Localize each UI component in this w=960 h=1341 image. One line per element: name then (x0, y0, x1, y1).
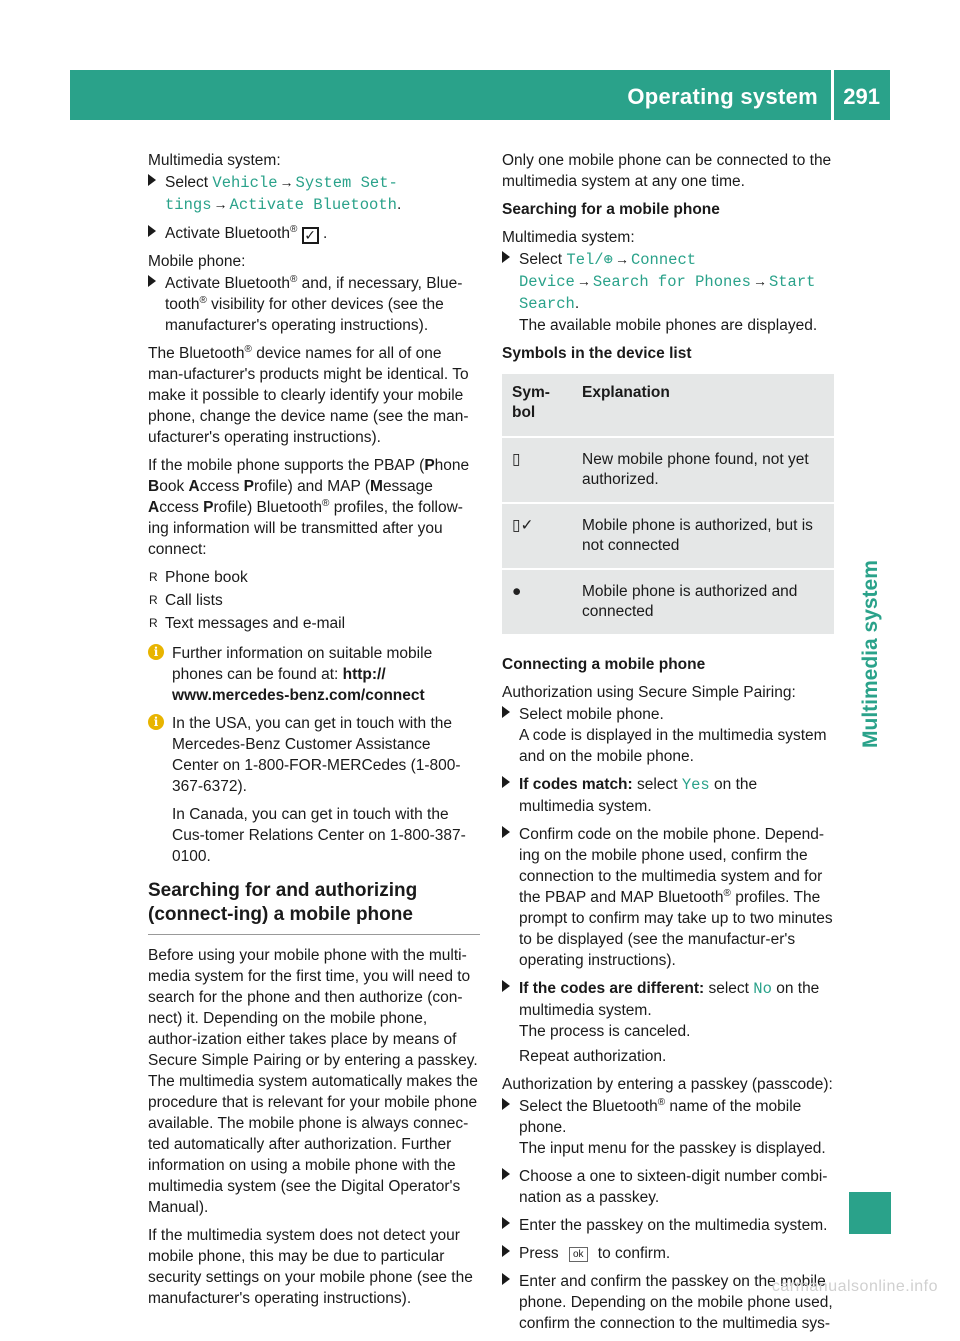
step-arrow-icon (502, 826, 510, 838)
step (502, 249, 834, 336)
side-marker (849, 1192, 891, 1234)
arrow-icon: → (614, 251, 629, 267)
text: Press (519, 1245, 563, 1262)
text: The process is canceled. (519, 1023, 691, 1040)
step (148, 223, 480, 244)
text: If codes match: (519, 776, 633, 793)
paragraph: Before using your mobile phone with the multi-media system for the first time, you will need to search for the phone and then authorize (con-nect) it. Depending on the mobile phone, author-ization either takes place by means of Secure Simple Pairing or by entering a passkey. The multimedia system automatically makes the procedure that is relevant for your mobile phone available. The mobile phone is always connec-ted automatically after authorization. Further information on using a mobile phone with the multimedia system (see the Digital Operator's Manual). (148, 947, 478, 1216)
text: select (632, 776, 682, 793)
step (148, 273, 480, 336)
text: ook (159, 478, 189, 495)
paragraph: Only one mobile phone can be connected to the multimedia system at any one time. (502, 152, 832, 190)
text: essage (382, 478, 433, 495)
table-cell: Mobile phone is authorized and connected (572, 569, 834, 635)
text: P (243, 478, 254, 495)
text: Select (519, 251, 567, 268)
registered-mark: ® (289, 223, 298, 235)
paragraph: Multimedia system: (502, 229, 635, 246)
step (148, 172, 480, 216)
arrow-icon: → (279, 174, 294, 190)
menu-item-connect-device: Connect Device (519, 251, 697, 291)
left-column (148, 150, 480, 1316)
step-arrow-icon (502, 706, 510, 718)
link-text: http:// www.mercedes-benz.com/connect (172, 666, 425, 704)
text: Text messages and e-mail (165, 615, 346, 632)
step (502, 1096, 834, 1159)
step (502, 978, 834, 1067)
option-yes: Yes (681, 776, 710, 794)
step-arrow-icon (502, 1098, 510, 1110)
phone-new-icon: ▯ (502, 437, 572, 503)
symbol-table (502, 374, 834, 636)
table-cell: Mobile phone is authorized, but is not connected (572, 503, 834, 569)
table-header-row (502, 374, 834, 437)
text: Select mobile phone. (519, 706, 664, 723)
watermark: carmanualsonline.info (771, 1278, 938, 1295)
subheading: Searching for a mobile phone (502, 201, 720, 218)
info-icon: i (148, 644, 164, 660)
paragraph: If the multimedia system does not detect your mobile phone, this may be due to particular security settings on your mobile phone (see the manufacturer's operating instructions). (148, 1227, 473, 1307)
ok-key-icon: ok (569, 1247, 588, 1262)
list-item (148, 567, 480, 588)
text: select (704, 980, 754, 997)
table-cell: New mobile phone found, not yet authorized. (572, 437, 834, 503)
phone-authorized-icon: ▯✓ (502, 503, 572, 569)
step-arrow-icon (502, 980, 510, 992)
menu-item-activate-bluetooth: Activate Bluetooth (229, 196, 397, 214)
text: and, if necessary, Blue-tooth (165, 275, 463, 313)
paragraph (148, 455, 480, 560)
text: P (424, 457, 435, 474)
step-arrow-icon (148, 275, 156, 287)
paragraph (148, 343, 480, 448)
info-note (148, 713, 480, 867)
text: A code is displayed in the multimedia system and on the mobile phone. (519, 727, 827, 765)
registered-mark: ® (289, 273, 298, 285)
text: M (370, 478, 383, 495)
text: Further information on suitable mobile phones can be found at: (172, 645, 433, 683)
text: If the mobile phone supports the PBAP ( (148, 457, 425, 474)
step-arrow-icon (148, 225, 156, 237)
side-chapter-tab: Multimedia system (859, 560, 882, 748)
text: device names for all of one man-ufacturer's products might be identical. To make it possible to clearly identify your mobile phone, change the device name (see the man-ufacturer's operating instructions). (148, 345, 469, 446)
header-divider (831, 70, 834, 120)
text: . (574, 295, 580, 312)
step (502, 1166, 834, 1208)
text: on the multimedia system. (519, 980, 820, 1019)
menu-item-tel: Tel/ (566, 251, 604, 269)
step (502, 774, 834, 817)
text: Activate Bluetooth (165, 225, 290, 242)
text: Enter the passkey on the multimedia system. (519, 1217, 828, 1234)
step-arrow-icon (502, 1273, 510, 1285)
step (502, 704, 834, 767)
step-arrow-icon (502, 251, 510, 263)
text: The input menu for the passkey is displayed. (519, 1140, 826, 1157)
globe-icon: ⊕ (603, 251, 613, 269)
checkbox-checked-icon: ✓ (302, 227, 319, 244)
subheading: Symbols in the device list (502, 345, 692, 362)
text: Phone book (165, 569, 248, 586)
text: . (396, 196, 402, 213)
registered-mark: ® (244, 343, 252, 355)
text: A (188, 478, 200, 495)
text: The available mobile phones are displayed. (519, 317, 818, 334)
phone-connected-icon: ● (502, 569, 572, 635)
text: Select (165, 174, 213, 191)
header-bar (70, 70, 890, 120)
menu-item-system-settings: System Set‐tings (165, 174, 398, 214)
text: ccess (199, 478, 244, 495)
step-arrow-icon (148, 174, 156, 186)
text: . (318, 225, 328, 242)
list-item (148, 613, 480, 634)
step (502, 1215, 834, 1236)
text: A (148, 499, 160, 516)
text: ccess (159, 499, 204, 516)
text: to confirm. (593, 1245, 671, 1262)
text: Repeat authorization. (519, 1048, 667, 1065)
step-arrow-icon (502, 1245, 510, 1257)
text: Choose a one to sixteen-digit number combi-nation as a passkey. (519, 1168, 828, 1206)
step-arrow-icon (502, 776, 510, 788)
table-row (502, 569, 834, 635)
text: Activate Bluetooth (165, 275, 290, 292)
bullet-icon: R (149, 593, 158, 607)
page-title: Operating system (627, 84, 818, 109)
text: rofile) and MAP ( (254, 478, 371, 495)
text: rofile) Bluetooth (213, 499, 323, 516)
text: If the codes are different: (519, 980, 705, 997)
text: B (148, 478, 160, 495)
arrow-icon: → (576, 273, 591, 289)
menu-item-search-for-phones: Search for Phones (592, 273, 751, 291)
table-header: Explanation (572, 374, 834, 437)
paragraph: Multimedia system: (148, 152, 281, 169)
registered-mark: ® (723, 887, 731, 899)
page-number: 291 (843, 84, 880, 109)
paragraph: Mobile phone: (148, 253, 246, 270)
registered-mark: ® (322, 497, 330, 509)
list-item (148, 590, 480, 611)
arrow-icon: → (752, 273, 767, 289)
text: Confirm code on the mobile phone. Depend-ing on the mobile phone used, confirm the connection to the multimedia system and for the PBAP and MAP Bluetooth (519, 826, 825, 906)
subheading: Connecting a mobile phone (502, 656, 706, 673)
text: Enter and confirm the passkey on the mobile phone. Depending on the mobile phone used, confirm the connection to the multimedia sys- (519, 1273, 833, 1332)
text: In Canada, you can get in touch with the Cus-tomer Relations Center on 1-800-387-0100. (172, 806, 466, 865)
text: P (203, 499, 214, 516)
text: visibility for other devices (see the manufacturer's operating instructions). (165, 296, 444, 334)
menu-item-start-search: Start Search (519, 273, 816, 313)
text: on the multimedia system. (519, 776, 758, 815)
text: profiles. The prompt to confirm may take up to two minutes to be displayed (see the manufactur-er's operating instructions). (519, 889, 833, 969)
step (502, 824, 834, 971)
bullet-icon: R (149, 570, 158, 584)
option-no: No (753, 980, 772, 998)
info-icon: i (148, 714, 164, 730)
paragraph: Authorization by entering a passkey (passcode): (502, 1076, 833, 1093)
text: Call lists (165, 592, 223, 609)
step-arrow-icon (502, 1168, 510, 1180)
text: In the USA, you can get in touch with the Mercedes-Benz Customer Assistance Center on 1-800-FOR-MERCedes (1-800-367-6372). (172, 715, 461, 795)
table-header: Sym-bol (502, 374, 572, 437)
info-note (148, 643, 480, 706)
registered-mark: ® (657, 1096, 666, 1108)
paragraph: Authorization using Secure Simple Pairing: (502, 684, 796, 701)
text: name of the mobile phone. (519, 1098, 802, 1136)
table-row (502, 437, 834, 503)
menu-item-vehicle: Vehicle (212, 174, 278, 192)
table-row (502, 503, 834, 569)
text: hone (434, 457, 470, 474)
section-heading: Searching for and authorizing (connect-ing) a mobile phone (148, 879, 480, 935)
arrow-icon: → (213, 196, 228, 212)
text: The Bluetooth (148, 345, 245, 362)
bullet-icon: R (149, 616, 158, 630)
text: Select the Bluetooth (519, 1098, 658, 1115)
text: profiles, the follow-ing information will be transmitted after you connect: (148, 499, 463, 558)
step-arrow-icon (502, 1217, 510, 1229)
step (502, 1243, 834, 1264)
registered-mark: ® (199, 294, 207, 306)
right-column (502, 150, 834, 1341)
